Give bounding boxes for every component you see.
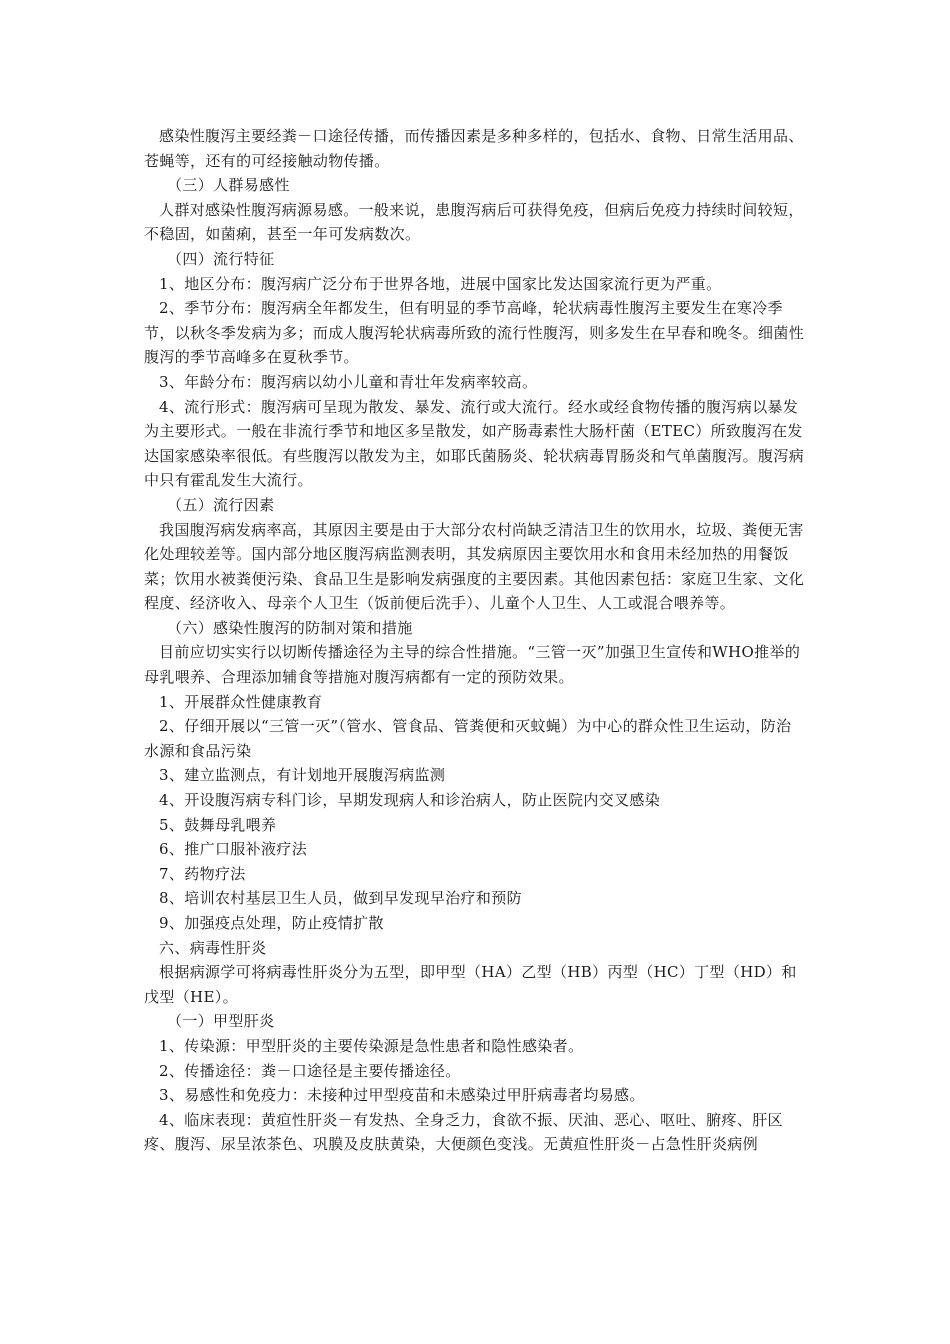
- paragraph-susceptibility: 人群对感染性腹泻病源易感。一般来说，患腹泻病后可获得免疫，但病后免疫力持续时间较短，不稳固，如菌痢，甚至一年可发病数次。: [144, 200, 804, 244]
- document-body: [144, 124, 806, 1157]
- heading-prevention: （六）感染性腹泻的防制对策和措施: [167, 618, 413, 637]
- section-title-viral-hepatitis: 六、病毒性肝炎: [159, 938, 267, 957]
- list-item-measure-4: 4、开设腹泻病专科门诊，早期发现病人和诊治病人，防止医院内交叉感染: [159, 791, 661, 810]
- paragraph-prevention: 目前应切实实行以切断传播途径为主导的综合性措施。“三管一灭”加强卫生宣传和WHO推举的母乳喂养、合理添加辅食等措施对腹泻病都有一定的预防效果。: [144, 643, 801, 687]
- list-item-measure-7: 7、药物疗法: [159, 864, 246, 883]
- list-item-immunity: 3、易感性和免疫力：未接种过甲型疫苗和未感染过甲肝病毒者均易感。: [159, 1086, 645, 1105]
- list-item-measure-6: 6、推广口服补液疗法: [159, 840, 308, 859]
- list-item-epidemic-form: 4、流行形式：腹泻病可呈现为散发、暴发、流行或大流行。经水或经食物传播的腹泻病以暴发为主要形式。一般在非流行季节和地区多呈散发，如产肠毒素性大肠杆菌（ETEC）所致腹泻在发达国家感染率很低。有些腹泻以散发为主，如耶氏菌肠炎、轮状病毒胃肠炎和气单菌腹泻。腹泻病中只有霍乱发生大流行。: [144, 397, 805, 490]
- paragraph-epidemic-factors: 我国腹泻病发病率高，其原因主要是由于大部分农村尚缺乏清洁卫生的饮用水，垃圾、粪便无害化处理较差等。国内部分地区腹泻病监测表明，其发病原因主要饮用水和食用未经加热的用餐饭菜；饮用水被粪便污染、食品卫生是影响发病强度的主要因素。其他因素包括：家庭卫生家、文化程度、经济收入、母亲个人卫生（饭前便后洗手）、儿童个人卫生、人工或混合喂养等。: [144, 520, 805, 613]
- list-item-measure-3: 3、建立监测点，有计划地开展腹泻病监测: [159, 766, 446, 785]
- heading-epidemic-factors: （五）流行因素: [167, 495, 275, 514]
- list-item-clinical: 4、临床表现：黄疸性肝炎－有发热、全身乏力，食欲不振、厌油、恶心、呕吐、腑疼、肝区疼、腹泻、尿呈浓茶色、巩膜及皮肤黄染，大便颜色变浅。无黄疸性肝炎－占急性肝炎病例: [144, 1110, 783, 1154]
- heading-hepatitis-a: （一）甲型肝炎: [167, 1012, 275, 1031]
- list-item-seasonal: 2、季节分布：腹泻病全年都发生，但有明显的季节高峰，轮状病毒性腹泻主要发生在寒冷季节，以秋冬季发病为多；而成人腹泻轮状病毒所致的流行性腹泻，则多发生在早春和晚冬。细菌性腹泻的季节高峰多在夏秋季节。: [144, 299, 805, 367]
- heading-epidemic-features: （四）流行特征: [167, 249, 275, 268]
- list-item-age: 3、年龄分布：腹泻病以幼小儿童和青壮年发病率较高。: [159, 372, 538, 391]
- list-item-measure-9: 9、加强疫点处理，防止疫情扩散: [159, 914, 384, 932]
- list-item-measure-2: 2、仔细开展以“三管一灭”（管水、管食品、管粪便和灭蚊蝇）为中心的群众性卫生运动，防治水源和食品污染: [144, 717, 792, 760]
- list-item-regional: 1、地区分布：腹泻病广泛分布于世界各地，进展中国家比发达国家流行更为严重。: [159, 274, 722, 293]
- list-item-route: 2、传播途径：粪－口途径是主要传播途径。: [159, 1061, 461, 1080]
- paragraph-hepatitis-types: 根据病源学可将病毒性肝炎分为五型，即甲型（HA）乙型（HB）丙型（HC）丁型（HD）和戊型（HE）。: [144, 963, 797, 1006]
- list-item-source: 1、传染源：甲型肝炎的主要传染源是急性患者和隐性感染者。: [159, 1036, 584, 1055]
- list-item-measure-1: 1、开展群众性健康教育: [159, 692, 323, 711]
- paragraph-transmission: 感染性腹泻主要经粪－口途径传播，而传播因素是多种多样的，包括水、食物、日常生活用品、苍蝇等，还有的可经接触动物传播。: [144, 127, 804, 170]
- list-item-measure-8: 8、培训农村基层卫生人员，做到早发现早治疗和预防: [159, 889, 522, 908]
- list-item-measure-5: 5、鼓舞母乳喂养: [159, 815, 277, 834]
- heading-susceptibility: （三）人群易感性: [167, 176, 290, 195]
